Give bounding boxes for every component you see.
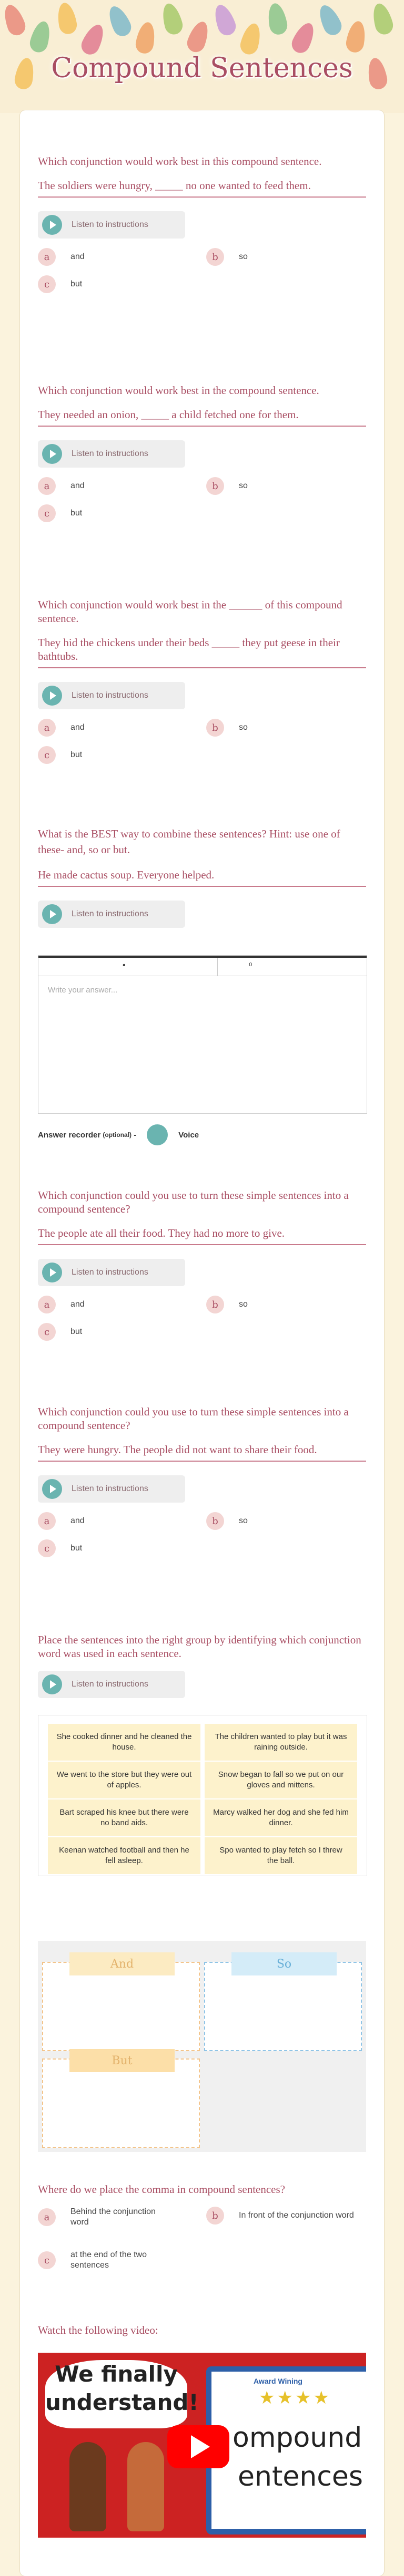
listen-button[interactable] bbox=[38, 1671, 185, 1698]
leaf-decoration bbox=[185, 19, 212, 55]
leaf-decoration bbox=[28, 19, 53, 55]
group-and-dropzone[interactable] bbox=[42, 1957, 200, 2051]
group-but-label: But bbox=[69, 2049, 175, 2072]
option-label: and bbox=[70, 252, 85, 261]
option-label: and bbox=[70, 1516, 85, 1525]
leaf-decoration bbox=[370, 2, 395, 37]
sort-card[interactable]: Snow began to fall so we put on our gloves and mittens. bbox=[205, 1762, 357, 1798]
leaf-decoration bbox=[105, 3, 134, 39]
play-icon bbox=[42, 1674, 62, 1694]
sortable-cards bbox=[38, 1715, 367, 1876]
option-letter-b: b bbox=[206, 1296, 224, 1313]
question-text: Which conjunction could you use to turn these simple sentences into a compound sentence? bbox=[38, 1405, 349, 1432]
listen-label: Listen to instructions bbox=[72, 1484, 148, 1493]
voice-label: Voice bbox=[178, 1130, 199, 1140]
option-letter-b: b bbox=[206, 1512, 224, 1530]
option-label: and bbox=[70, 723, 85, 732]
option-label: so bbox=[239, 723, 248, 732]
sort-card[interactable]: Marcy walked her dog and she fed him dinner. bbox=[205, 1799, 357, 1836]
option-a[interactable] bbox=[38, 2207, 196, 2228]
listen-button[interactable] bbox=[38, 211, 185, 239]
option-c[interactable] bbox=[38, 1323, 82, 1341]
group-so-label: So bbox=[231, 1952, 337, 1975]
leaf-decoration bbox=[211, 2, 238, 38]
listen-button[interactable] bbox=[38, 1259, 185, 1286]
question-text: What is the BEST way to combine these sentences? Hint: use one of these- and, so or but. bbox=[38, 827, 340, 856]
option-c[interactable] bbox=[38, 275, 82, 293]
recorder-label: Answer recorder bbox=[38, 1130, 101, 1140]
page-title: Compound Sentences bbox=[51, 53, 353, 84]
option-a[interactable] bbox=[38, 719, 85, 737]
option-letter-c: c bbox=[38, 504, 56, 522]
video-line-2: understand! bbox=[45, 2389, 199, 2415]
youtube-play-icon[interactable] bbox=[167, 2425, 229, 2468]
option-label: but bbox=[70, 509, 83, 518]
play-icon bbox=[42, 215, 62, 235]
leaf-decoration bbox=[238, 22, 264, 57]
question-sentence: They hid the chickens under their beds _____ they put geese in their bathtubs. bbox=[38, 636, 366, 668]
recorder-optional: (optional) bbox=[103, 1131, 132, 1139]
option-letter-b: b bbox=[206, 2207, 224, 2225]
option-c[interactable] bbox=[38, 1539, 82, 1557]
option-c[interactable] bbox=[38, 746, 82, 764]
play-icon bbox=[42, 444, 62, 464]
question-6 bbox=[38, 1405, 366, 1565]
option-label: but bbox=[70, 1327, 83, 1336]
option-letter-b: b bbox=[206, 719, 224, 737]
sort-card[interactable]: She cooked dinner and he cleaned the house. bbox=[48, 1724, 200, 1761]
question-text: Where do we place the comma in compound sentences? bbox=[38, 2183, 285, 2196]
question-sentence: The people ate all their food. They had no more to give. bbox=[38, 1226, 366, 1245]
listen-button[interactable] bbox=[38, 440, 185, 468]
listen-label: Listen to instructions bbox=[72, 1268, 148, 1277]
leaf-decoration bbox=[159, 2, 185, 37]
question-7 bbox=[38, 1633, 366, 1698]
group-but-dropzone[interactable] bbox=[42, 2054, 200, 2148]
question-2 bbox=[38, 384, 366, 530]
question-text: Which conjunction could you use to turn these simple sentences into a compound sentence? bbox=[38, 1189, 349, 1215]
listen-label: Listen to instructions bbox=[72, 909, 148, 918]
leaf-decoration bbox=[315, 2, 345, 38]
video-word-2: entences bbox=[238, 2461, 363, 2492]
play-icon bbox=[42, 1263, 62, 1282]
option-b[interactable] bbox=[206, 719, 248, 737]
question-text: Place the sentences into the right group by identifying which conjunction word was used in each sentence. bbox=[38, 1633, 361, 1660]
play-icon bbox=[42, 1479, 62, 1499]
question-sentence: He made cactus soup. Everyone helped. bbox=[38, 868, 366, 887]
sort-card[interactable]: Spo wanted to play fetch so I threw the ball. bbox=[205, 1837, 357, 1874]
listen-label: Listen to instructions bbox=[72, 1680, 148, 1689]
option-letter-c: c bbox=[38, 1539, 56, 1557]
option-b[interactable] bbox=[206, 477, 248, 495]
video-line-1: We finally bbox=[55, 2361, 178, 2387]
listen-button[interactable] bbox=[38, 682, 185, 709]
sort-groups bbox=[38, 1941, 366, 2152]
play-icon bbox=[42, 904, 62, 924]
numbered-list-icon[interactable]: ⁰ bbox=[249, 962, 252, 971]
award-label: Award Wining bbox=[254, 2377, 302, 2385]
option-letter-c: c bbox=[38, 746, 56, 764]
option-label: so bbox=[239, 252, 248, 261]
listen-label: Listen to instructions bbox=[72, 220, 148, 229]
leaf-decoration bbox=[266, 2, 289, 36]
option-label: but bbox=[70, 1544, 83, 1553]
option-letter-a: a bbox=[38, 1512, 56, 1530]
video-word-1: ompound bbox=[233, 2422, 362, 2454]
leaf-decoration bbox=[289, 20, 318, 56]
listen-label: Listen to instructions bbox=[72, 449, 148, 458]
listen-label: Listen to instructions bbox=[72, 691, 148, 700]
bullet-list-icon[interactable]: • bbox=[123, 961, 126, 970]
question-text: Watch the following video: bbox=[38, 2324, 158, 2336]
option-letter-a: a bbox=[38, 248, 56, 266]
question-text: Which conjunction would work best in this compound sentence. bbox=[38, 155, 322, 168]
question-sentence: The soldiers were hungry, _____ no one wanted to feed them. bbox=[38, 179, 366, 198]
option-a[interactable] bbox=[38, 248, 85, 266]
option-label: and bbox=[70, 1300, 85, 1309]
leaf-decoration bbox=[345, 20, 368, 54]
speech-bubble bbox=[45, 2360, 199, 2428]
recorder-dash: - bbox=[134, 1130, 137, 1140]
option-letter-b: b bbox=[206, 248, 224, 266]
option-label: so bbox=[239, 481, 248, 490]
option-c[interactable] bbox=[38, 504, 82, 522]
sort-card[interactable]: We went to the store but they were out of apples. bbox=[48, 1762, 200, 1798]
option-label: so bbox=[239, 1516, 248, 1525]
listen-button[interactable] bbox=[38, 901, 185, 928]
option-letter-b: b bbox=[206, 477, 224, 495]
question-5 bbox=[38, 1188, 366, 1348]
listen-button[interactable] bbox=[38, 1475, 185, 1503]
group-and-label: And bbox=[69, 1952, 175, 1975]
boy-character bbox=[127, 2442, 164, 2531]
sort-card[interactable]: Bart scraped his knee but there were no band aids. bbox=[48, 1799, 200, 1836]
option-letter-c: c bbox=[38, 275, 56, 293]
girl-character bbox=[69, 2442, 106, 2531]
question-text: Which conjunction would work best in the ______ of this compound sentence. bbox=[38, 598, 342, 625]
option-label: so bbox=[239, 1300, 248, 1309]
option-a[interactable] bbox=[38, 1296, 85, 1313]
question-3 bbox=[38, 598, 366, 771]
option-b[interactable] bbox=[206, 1296, 248, 1313]
book-illustration bbox=[206, 2366, 366, 2534]
option-label: Behind the conjunction word bbox=[70, 2207, 156, 2227]
option-a[interactable] bbox=[38, 477, 85, 495]
option-b[interactable] bbox=[206, 1512, 248, 1530]
stars-icon: ★★★★ bbox=[259, 2388, 331, 2408]
option-b[interactable] bbox=[206, 248, 248, 266]
option-letter-a: a bbox=[38, 2208, 56, 2226]
leaf-decoration bbox=[55, 2, 78, 36]
question-1 bbox=[38, 154, 366, 301]
question-text: Which conjunction would work best in the compound sentence. bbox=[38, 384, 319, 397]
answer-editor bbox=[38, 955, 367, 1114]
leaf-decoration bbox=[134, 21, 157, 55]
answer-recorder bbox=[38, 1124, 199, 1145]
option-b[interactable] bbox=[206, 2207, 364, 2225]
editor-toolbar bbox=[38, 956, 367, 976]
option-label: In front of the conjunction word bbox=[239, 2211, 354, 2220]
header-banner bbox=[0, 0, 404, 113]
question-4 bbox=[38, 826, 366, 928]
option-letter-a: a bbox=[38, 1296, 56, 1313]
question-sentence: They were hungry. The people did not want to share their food. bbox=[38, 1443, 366, 1462]
option-label: and bbox=[70, 481, 85, 490]
microphone-button[interactable] bbox=[147, 1124, 168, 1145]
option-a[interactable] bbox=[38, 1512, 85, 1530]
play-icon bbox=[42, 686, 62, 706]
group-so-dropzone[interactable] bbox=[204, 1957, 362, 2051]
sort-card[interactable]: The children wanted to play but it was raining outside. bbox=[205, 1724, 357, 1761]
sort-card[interactable]: Keenan watched football and then he fell asleep. bbox=[48, 1837, 200, 1874]
option-label: at the end of the two sentences bbox=[70, 2250, 147, 2270]
video-player[interactable] bbox=[38, 2353, 366, 2538]
option-label: but bbox=[70, 280, 83, 288]
option-label: but bbox=[70, 750, 83, 759]
leaf-decoration bbox=[1, 2, 28, 38]
option-letter-a: a bbox=[38, 719, 56, 737]
question-sentence: They needed an onion, _____ a child fetched one for them. bbox=[38, 408, 366, 427]
option-letter-a: a bbox=[38, 477, 56, 495]
answer-input[interactable]: Write your answer... bbox=[48, 986, 118, 995]
option-letter-c: c bbox=[38, 2251, 56, 2269]
question-8 bbox=[38, 2182, 366, 2275]
option-c[interactable] bbox=[38, 2250, 196, 2271]
question-9 bbox=[38, 2323, 366, 2347]
option-letter-c: c bbox=[38, 1323, 56, 1341]
